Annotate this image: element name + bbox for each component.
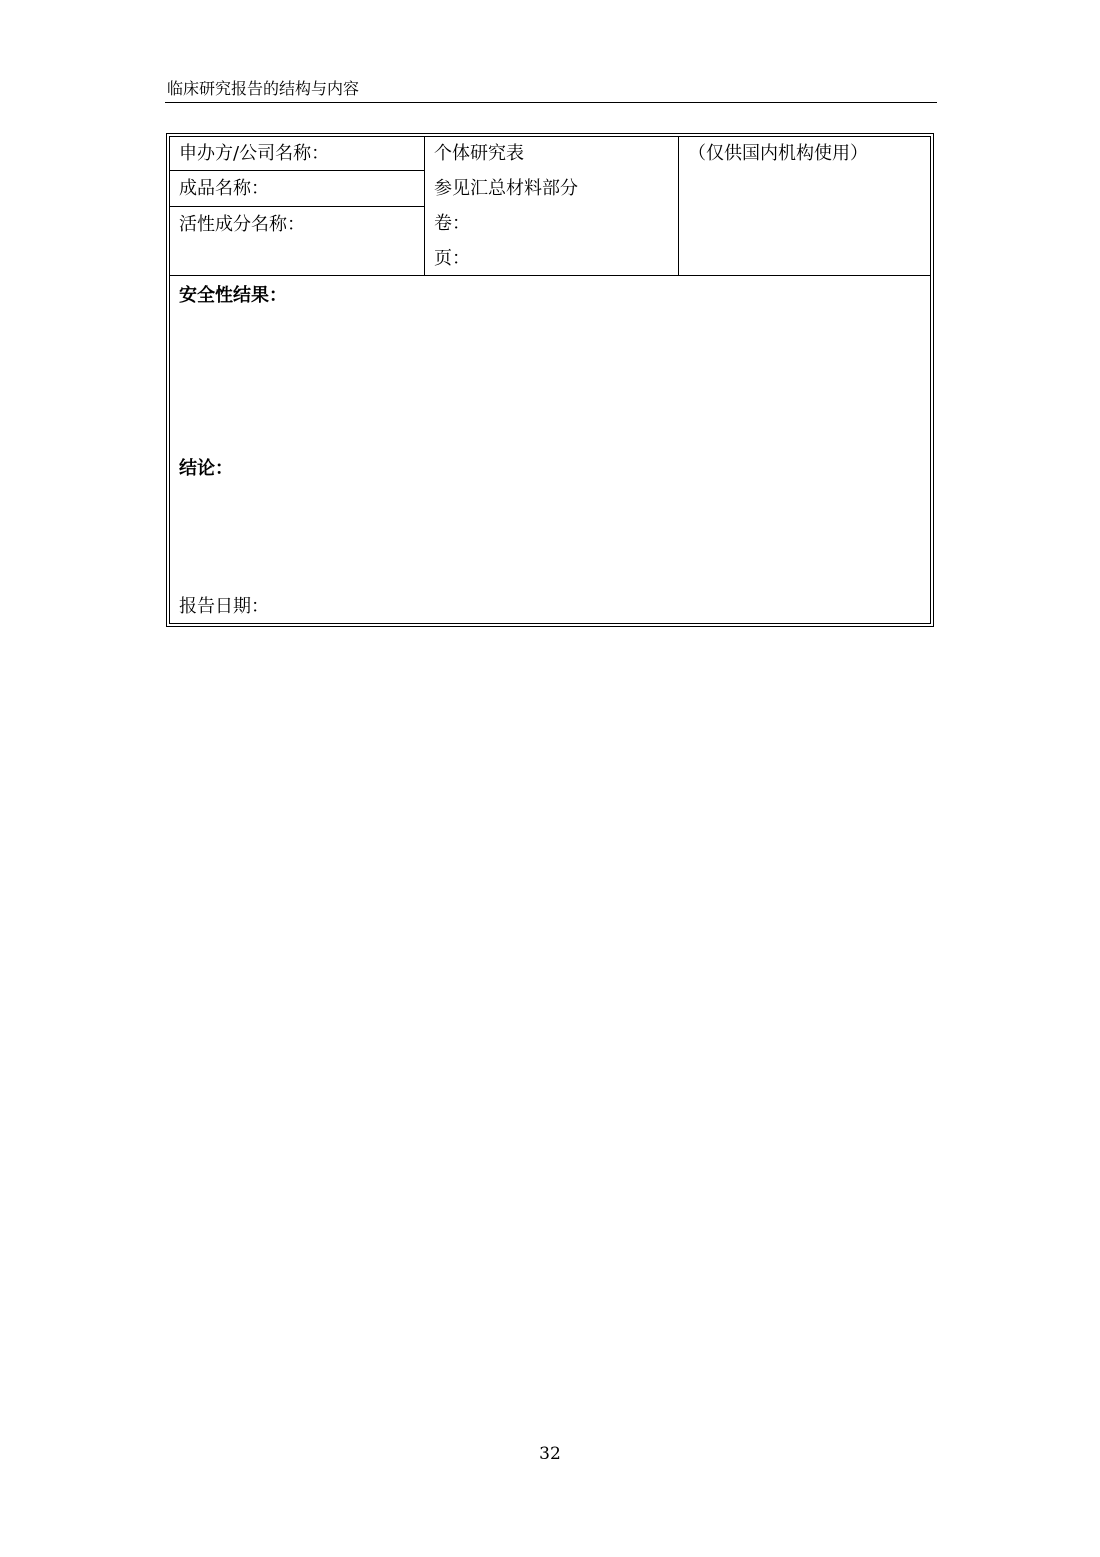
column-divider-2 bbox=[678, 136, 679, 275]
header-section-divider bbox=[169, 275, 931, 276]
row-divider-product bbox=[169, 206, 425, 207]
sponsor-name-label: 申办方/公司名称： bbox=[179, 143, 330, 164]
page-label: 页： bbox=[434, 248, 470, 269]
row-divider-sponsor bbox=[169, 170, 425, 171]
volume-label: 卷： bbox=[434, 213, 470, 234]
running-header bbox=[165, 78, 937, 103]
page-number: 32 bbox=[539, 1444, 561, 1464]
active-ingredient-label: 活性成分名称： bbox=[179, 214, 305, 235]
domestic-use-note: （仅供国内机构使用） bbox=[688, 143, 868, 164]
conclusion-heading: 结论： bbox=[179, 458, 233, 479]
product-name-label: 成品名称： bbox=[179, 178, 269, 199]
summary-reference-label: 参见汇总材料部分 bbox=[434, 178, 578, 199]
report-date-label: 报告日期： bbox=[179, 596, 269, 617]
study-form-table bbox=[169, 136, 931, 624]
individual-study-table-title: 个体研究表 bbox=[434, 143, 524, 164]
running-header-title: 临床研究报告的结构与内容 bbox=[167, 79, 360, 98]
safety-results-heading: 安全性结果： bbox=[179, 285, 287, 306]
